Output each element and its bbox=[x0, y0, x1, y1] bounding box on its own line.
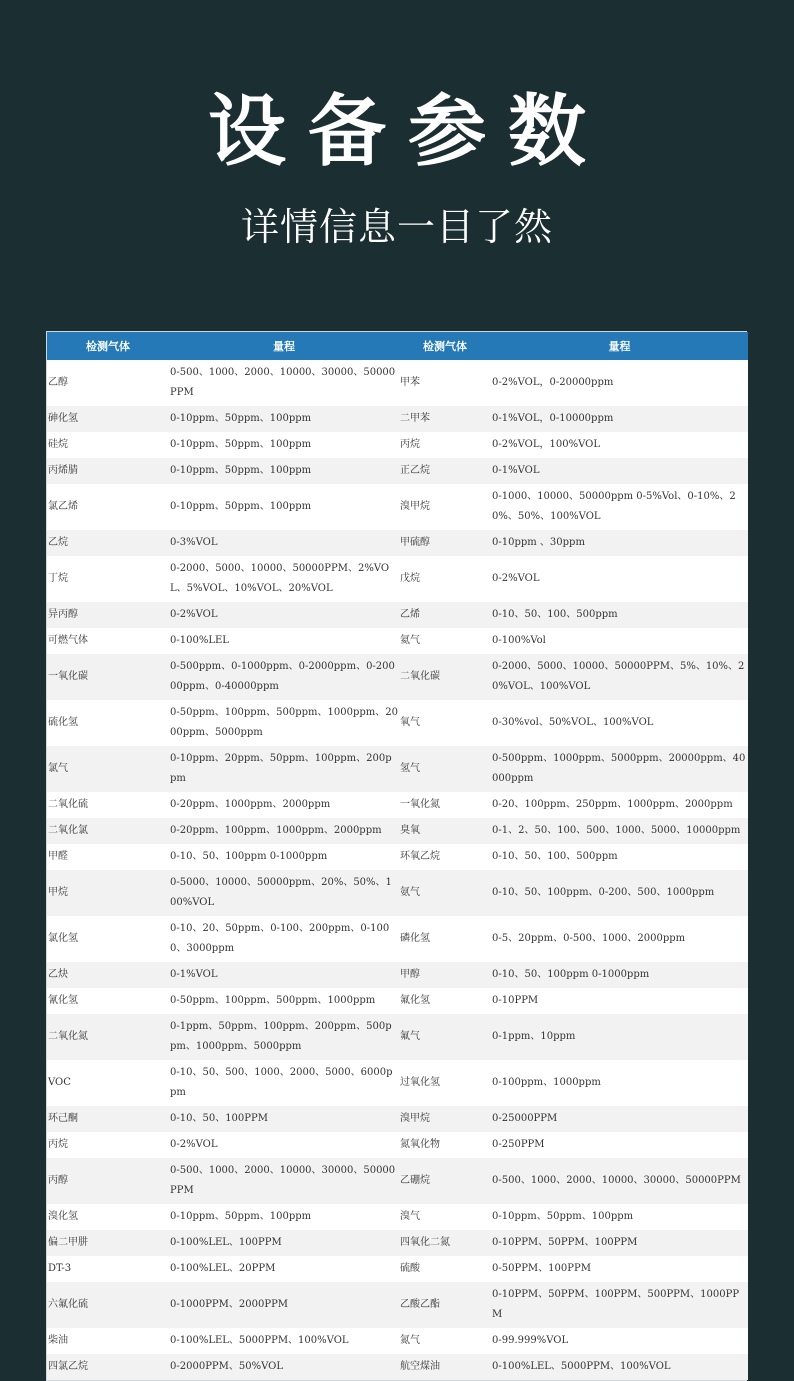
range-cell: 0-10PPM、50PPM、100PPM、500PPM、1000PPM bbox=[491, 1282, 748, 1328]
gas-name-cell: 甲醇 bbox=[399, 962, 491, 988]
gas-name-cell: 氢气 bbox=[399, 746, 491, 792]
gas-name-cell: 环己酮 bbox=[47, 1106, 169, 1132]
gas-name-cell: 甲醛 bbox=[47, 844, 169, 870]
gas-name-cell: 甲烷 bbox=[47, 870, 169, 916]
range-cell: 0-10ppm、50ppm、100ppm bbox=[169, 458, 399, 484]
range-cell: 0-500、1000、2000、10000、30000、50000PPM bbox=[169, 1158, 399, 1204]
range-cell: 0-20ppm、1000ppm、2000ppm bbox=[169, 792, 399, 818]
column-header-range: 量程 bbox=[169, 332, 399, 360]
range-cell: 0-2%VOL，0-20000ppm bbox=[491, 360, 748, 406]
table-row bbox=[47, 962, 748, 988]
page-subtitle: 详情信息一目了然 bbox=[240, 205, 553, 249]
range-cell: 0-1、2、50、100、500、1000、5000、10000ppm bbox=[491, 818, 748, 844]
range-cell: 0-20、100ppm、250ppm、1000ppm、2000ppm bbox=[491, 792, 748, 818]
range-cell: 0-2000、5000、10000、50000PPM、2%VOL、5%VOL、10%VOL、20%VOL bbox=[169, 556, 399, 602]
gas-name-cell: 戊烷 bbox=[399, 556, 491, 602]
range-cell: 0-50PPM、100PPM bbox=[491, 1256, 748, 1282]
range-cell: 0-1000、10000、50000ppm 0-5%Vol、0-10%、20%、50%、100%VOL bbox=[491, 484, 748, 530]
table-row bbox=[47, 1354, 748, 1380]
gas-name-cell: 溴甲烷 bbox=[399, 484, 491, 530]
gas-name-cell: 磷化氢 bbox=[399, 916, 491, 962]
column-header-range: 量程 bbox=[491, 332, 748, 360]
table-row bbox=[47, 1230, 748, 1256]
range-cell: 0-3%VOL bbox=[169, 530, 399, 556]
gas-name-cell: 偏二甲肼 bbox=[47, 1230, 169, 1256]
gas-name-cell: 乙酸乙酯 bbox=[399, 1282, 491, 1328]
table-row bbox=[47, 1060, 748, 1106]
gas-name-cell: 乙烷 bbox=[47, 530, 169, 556]
table-row bbox=[47, 988, 748, 1014]
table-row bbox=[47, 792, 748, 818]
gas-name-cell: 丙烷 bbox=[399, 432, 491, 458]
range-cell: 0-10PPM、50PPM、100PPM bbox=[491, 1230, 748, 1256]
range-cell: 0-1000PPM、2000PPM bbox=[169, 1282, 399, 1328]
range-cell: 0-10、20、50ppm、0-100、200ppm、0-1000、3000ppm bbox=[169, 916, 399, 962]
gas-name-cell: 过氧化氢 bbox=[399, 1060, 491, 1106]
table-row bbox=[47, 1282, 748, 1328]
range-cell: 0-100%LEL bbox=[169, 628, 399, 654]
range-cell: 0-1ppm、50ppm、100ppm、200ppm、500ppm、1000ppm、5000ppm bbox=[169, 1014, 399, 1060]
gas-name-cell: 正乙烷 bbox=[399, 458, 491, 484]
table-row bbox=[47, 360, 748, 406]
range-cell: 0-10、50、500、1000、2000、5000、6000ppm bbox=[169, 1060, 399, 1106]
gas-name-cell: 四氯乙烷 bbox=[47, 1354, 169, 1380]
gas-name-cell: 丙醇 bbox=[47, 1158, 169, 1204]
table-row bbox=[47, 556, 748, 602]
range-cell: 0-10ppm、50ppm、100ppm bbox=[169, 432, 399, 458]
table-row bbox=[47, 1328, 748, 1354]
table-row bbox=[47, 1132, 748, 1158]
table-row bbox=[47, 1158, 748, 1204]
gas-name-cell: 乙硼烷 bbox=[399, 1158, 491, 1204]
gas-name-cell: 四氧化二氮 bbox=[399, 1230, 491, 1256]
gas-name-cell: 氟化氢 bbox=[399, 988, 491, 1014]
gas-name-cell: VOC bbox=[47, 1060, 169, 1106]
table-header-row bbox=[47, 332, 748, 360]
table-row bbox=[47, 602, 748, 628]
gas-name-cell: 异丙醇 bbox=[47, 602, 169, 628]
parameter-table-container bbox=[46, 331, 747, 1381]
range-cell: 0-10、50、100、500ppm bbox=[491, 602, 748, 628]
gas-name-cell: 溴化氢 bbox=[47, 1204, 169, 1230]
range-cell: 0-100ppm、1000ppm bbox=[491, 1060, 748, 1106]
range-cell: 0-10ppm 、30ppm bbox=[491, 530, 748, 556]
gas-name-cell: 氮氧化物 bbox=[399, 1132, 491, 1158]
table-row bbox=[47, 916, 748, 962]
gas-name-cell: 二氧化硫 bbox=[47, 792, 169, 818]
range-cell: 0-99.999%VOL bbox=[491, 1328, 748, 1354]
table-row bbox=[47, 1014, 748, 1060]
parameter-table bbox=[47, 332, 748, 1380]
table-row bbox=[47, 844, 748, 870]
gas-name-cell: 乙醇 bbox=[47, 360, 169, 406]
table-row bbox=[47, 700, 748, 746]
table-row bbox=[47, 406, 748, 432]
gas-name-cell: 环氧乙烷 bbox=[399, 844, 491, 870]
table-row bbox=[47, 484, 748, 530]
gas-name-cell: 氟气 bbox=[399, 1014, 491, 1060]
gas-name-cell: 二甲苯 bbox=[399, 406, 491, 432]
gas-name-cell: 溴甲烷 bbox=[399, 1106, 491, 1132]
gas-name-cell: 丙烯腈 bbox=[47, 458, 169, 484]
table-row bbox=[47, 1204, 748, 1230]
table-row bbox=[47, 1106, 748, 1132]
gas-name-cell: 一氧化氮 bbox=[399, 792, 491, 818]
gas-name-cell: 二氧化氮 bbox=[47, 1014, 169, 1060]
table-row bbox=[47, 458, 748, 484]
table-row bbox=[47, 818, 748, 844]
column-header-gas: 检测气体 bbox=[47, 332, 169, 360]
range-cell: 0-2000、5000、10000、50000PPM、5%、10%、20%VOL、100%VOL bbox=[491, 654, 748, 700]
gas-name-cell: 氦气 bbox=[399, 628, 491, 654]
gas-name-cell: 二氧化碳 bbox=[399, 654, 491, 700]
gas-name-cell: 氨气 bbox=[399, 870, 491, 916]
gas-name-cell: 硫化氢 bbox=[47, 700, 169, 746]
table-body bbox=[47, 360, 748, 1380]
range-cell: 0-100%LEL、100PPM bbox=[169, 1230, 399, 1256]
page-title: 设备参数 bbox=[207, 87, 608, 177]
range-cell: 0-100%Vol bbox=[491, 628, 748, 654]
range-cell: 0-10ppm、50ppm、100ppm bbox=[169, 484, 399, 530]
range-cell: 0-500ppm、0-1000ppm、0-2000ppm、0-20000ppm、0-40000ppm bbox=[169, 654, 399, 700]
range-cell: 0-10、50、100ppm 0-1000ppm bbox=[491, 962, 748, 988]
gas-name-cell: 氯化氢 bbox=[47, 916, 169, 962]
gas-name-cell: 硫酸 bbox=[399, 1256, 491, 1282]
range-cell: 0-5、20ppm、0-500、1000、2000ppm bbox=[491, 916, 748, 962]
range-cell: 0-10ppm、50ppm、100ppm bbox=[169, 406, 399, 432]
range-cell: 0-500、1000、2000、10000、30000、50000PPM bbox=[169, 360, 399, 406]
gas-name-cell: 氧气 bbox=[399, 700, 491, 746]
range-cell: 0-10、50、100ppm、0-200、500、1000ppm bbox=[491, 870, 748, 916]
table-header bbox=[47, 332, 748, 360]
range-cell: 0-5000、10000、50000ppm、20%、50%、100%VOL bbox=[169, 870, 399, 916]
range-cell: 0-2%VOL bbox=[169, 602, 399, 628]
range-cell: 0-2000PPM、50%VOL bbox=[169, 1354, 399, 1380]
range-cell: 0-1ppm、10ppm bbox=[491, 1014, 748, 1060]
gas-name-cell: 硅烷 bbox=[47, 432, 169, 458]
gas-name-cell: 溴气 bbox=[399, 1204, 491, 1230]
range-cell: 0-10、50、100、500ppm bbox=[491, 844, 748, 870]
gas-name-cell: 甲硫醇 bbox=[399, 530, 491, 556]
range-cell: 0-1%VOL，0-10000ppm bbox=[491, 406, 748, 432]
gas-name-cell: 砷化氢 bbox=[47, 406, 169, 432]
range-cell: 0-50ppm、100ppm、500ppm、1000ppm、2000ppm、5000ppm bbox=[169, 700, 399, 746]
gas-name-cell: DT-3 bbox=[47, 1256, 169, 1282]
range-cell: 0-10ppm、50ppm、100ppm bbox=[491, 1204, 748, 1230]
range-cell: 0-100%LEL、20PPM bbox=[169, 1256, 399, 1282]
column-header-gas: 检测气体 bbox=[399, 332, 491, 360]
gas-name-cell: 丙烷 bbox=[47, 1132, 169, 1158]
range-cell: 0-100%LEL、5000PPM、100%VOL bbox=[169, 1328, 399, 1354]
range-cell: 0-10、50、100ppm 0-1000ppm bbox=[169, 844, 399, 870]
range-cell: 0-10、50、100PPM bbox=[169, 1106, 399, 1132]
range-cell: 0-250PPM bbox=[491, 1132, 748, 1158]
range-cell: 0-2%VOL bbox=[491, 556, 748, 602]
gas-name-cell: 乙烯 bbox=[399, 602, 491, 628]
gas-name-cell: 氯乙烯 bbox=[47, 484, 169, 530]
gas-name-cell: 一氧化碳 bbox=[47, 654, 169, 700]
range-cell: 0-500、1000、2000、10000、30000、50000PPM bbox=[491, 1158, 748, 1204]
gas-name-cell: 航空煤油 bbox=[399, 1354, 491, 1380]
gas-name-cell: 丁烷 bbox=[47, 556, 169, 602]
gas-name-cell: 氯气 bbox=[47, 746, 169, 792]
range-cell: 0-25000PPM bbox=[491, 1106, 748, 1132]
gas-name-cell: 可燃气体 bbox=[47, 628, 169, 654]
gas-name-cell: 氮气 bbox=[399, 1328, 491, 1354]
range-cell: 0-100%LEL、5000PPM、100%VOL bbox=[491, 1354, 748, 1380]
gas-name-cell: 氰化氢 bbox=[47, 988, 169, 1014]
range-cell: 0-500ppm、1000ppm、5000ppm、20000ppm、40000ppm bbox=[491, 746, 748, 792]
gas-name-cell: 甲苯 bbox=[399, 360, 491, 406]
table-row bbox=[47, 746, 748, 792]
gas-name-cell: 柴油 bbox=[47, 1328, 169, 1354]
range-cell: 0-10ppm、50ppm、100ppm bbox=[169, 1204, 399, 1230]
table-row bbox=[47, 654, 748, 700]
range-cell: 0-50ppm、100ppm、500ppm、1000ppm bbox=[169, 988, 399, 1014]
range-cell: 0-30%vol、50%VOL、100%VOL bbox=[491, 700, 748, 746]
range-cell: 0-20ppm、100ppm、1000ppm、2000ppm bbox=[169, 818, 399, 844]
table-row bbox=[47, 628, 748, 654]
gas-name-cell: 二氧化氯 bbox=[47, 818, 169, 844]
range-cell: 0-2%VOL bbox=[169, 1132, 399, 1158]
table-row bbox=[47, 1256, 748, 1282]
table-row bbox=[47, 870, 748, 916]
range-cell: 0-2%VOL，100%VOL bbox=[491, 432, 748, 458]
range-cell: 0-10PPM bbox=[491, 988, 748, 1014]
table-row bbox=[47, 432, 748, 458]
range-cell: 0-10ppm、20ppm、50ppm、100ppm、200ppm bbox=[169, 746, 399, 792]
gas-name-cell: 臭氧 bbox=[399, 818, 491, 844]
gas-name-cell: 六氟化硫 bbox=[47, 1282, 169, 1328]
range-cell: 0-1%VOL bbox=[491, 458, 748, 484]
gas-name-cell: 乙炔 bbox=[47, 962, 169, 988]
range-cell: 0-1%VOL bbox=[169, 962, 399, 988]
table-row bbox=[47, 530, 748, 556]
